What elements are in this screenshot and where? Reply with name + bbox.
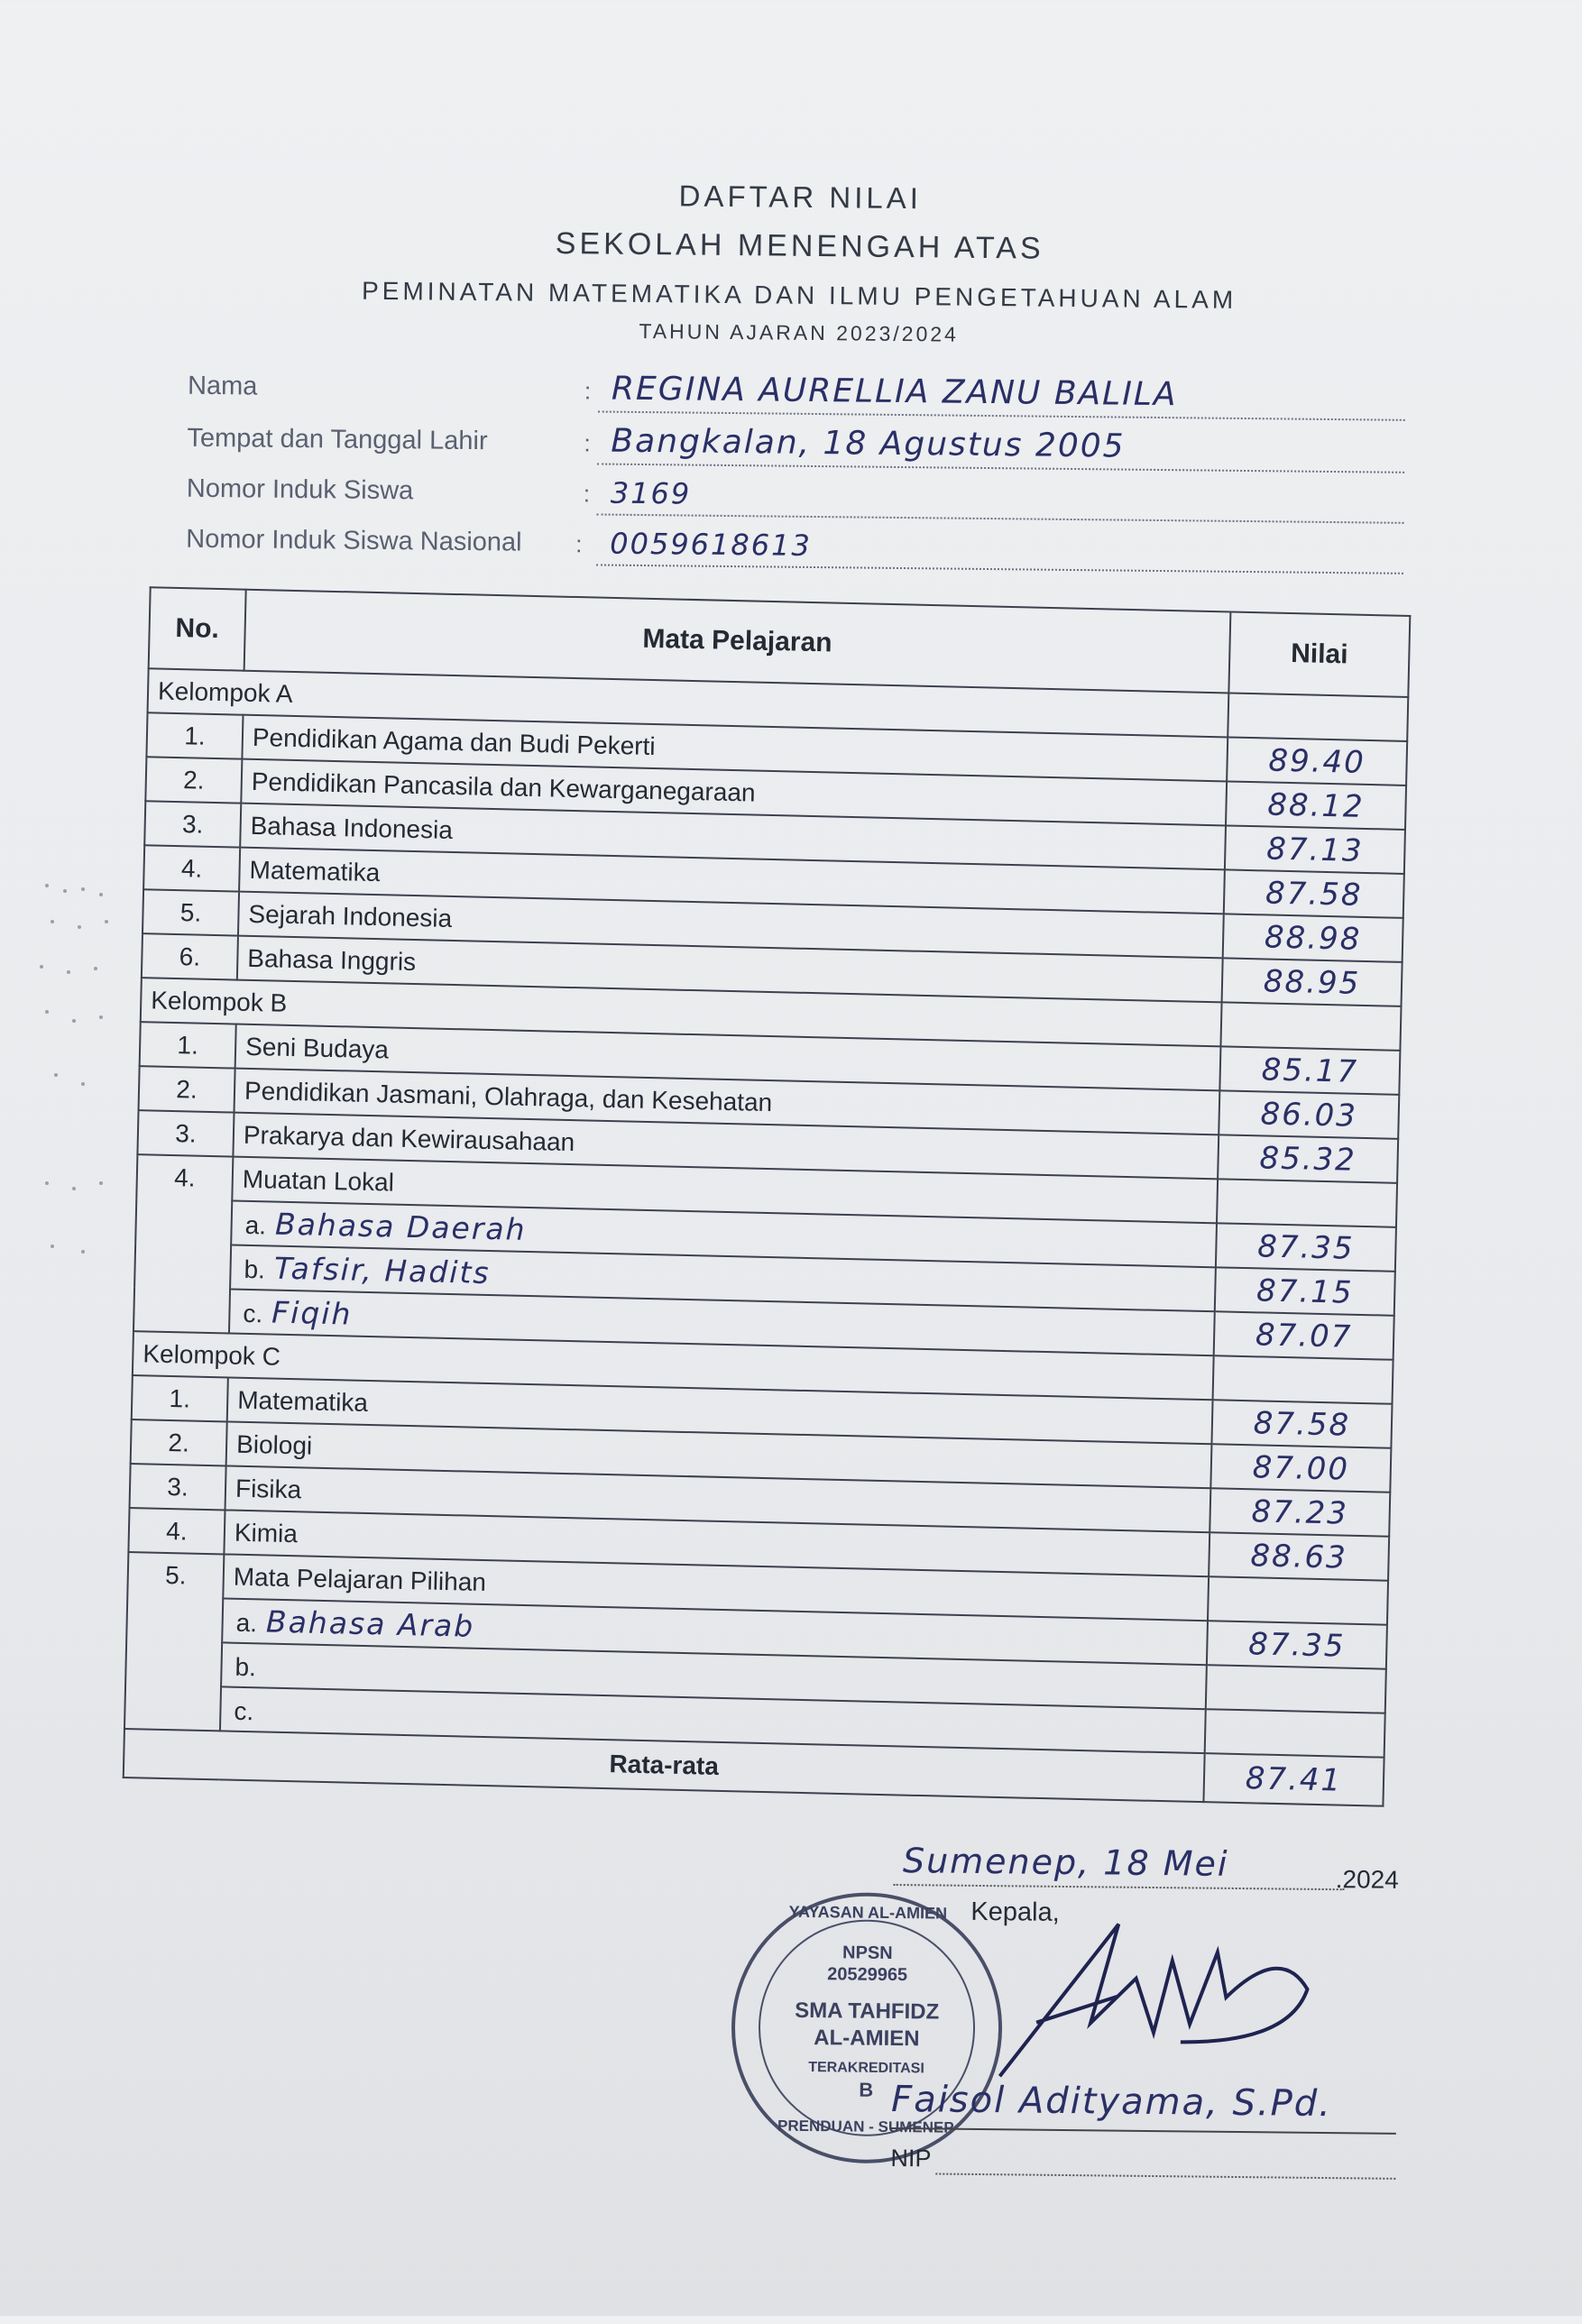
sub-letter: c. bbox=[234, 1696, 254, 1726]
student-birth: Bangkalan, 18 Agustus 2005 bbox=[611, 422, 1126, 465]
sub-subject-name: Bahasa Daerah bbox=[274, 1206, 527, 1247]
sub-letter: a. bbox=[244, 1210, 267, 1240]
row-no: 3. bbox=[130, 1464, 226, 1510]
row-no: 4. bbox=[133, 1154, 233, 1333]
stamp-accreditation: TERAKREDITASI bbox=[808, 2060, 924, 2077]
col-header-grade: Nilai bbox=[1228, 611, 1410, 696]
col-header-subject: Mata Pelajaran bbox=[244, 590, 1231, 694]
head-name-line bbox=[891, 2075, 1397, 2135]
nip-label: NIP bbox=[890, 2144, 932, 2172]
academic-year: TAHUN AJARAN 2023/2024 bbox=[639, 318, 960, 346]
sub-subject-name bbox=[262, 1692, 263, 1727]
subject-name: Muatan Lokal bbox=[232, 1157, 1218, 1224]
subject-name: Bahasa Inggris bbox=[237, 936, 1223, 1003]
row-no: 1. bbox=[146, 712, 243, 758]
birth-label: Tempat dan Tanggal Lahir bbox=[187, 423, 488, 456]
subject-name: Matematika bbox=[227, 1377, 1213, 1444]
grade-table bbox=[123, 586, 1412, 1806]
col-header-no: No. bbox=[149, 587, 246, 670]
grade-value: 87.58 bbox=[1253, 1404, 1351, 1444]
head-nip-line bbox=[890, 2138, 1395, 2183]
grade-value: 88.95 bbox=[1263, 962, 1361, 1002]
subject-name: Pendidikan Agama dan Budi Pekerti bbox=[242, 715, 1228, 782]
student-nis: 3169 bbox=[610, 475, 692, 511]
stamp-arc-bottom: PRENDUAN - SUMENEP bbox=[777, 2117, 954, 2136]
sub-letter: b. bbox=[244, 1254, 266, 1284]
subject-name: Sejarah Indonesia bbox=[238, 892, 1224, 959]
subject-name: Pendidikan Jasmani, Olahraga, dan Kesehatan bbox=[235, 1069, 1220, 1135]
head-name: Faisol Adityama, S.Pd. bbox=[890, 2078, 1333, 2126]
sub-subject-name bbox=[265, 1649, 266, 1684]
nisn-field: Nomor Induk Siswa Nasional : 0059618613 bbox=[186, 517, 1403, 574]
group-label: Kelompok A bbox=[148, 668, 1229, 737]
sub-subject-name: Fiqih bbox=[271, 1294, 353, 1332]
place-date-text: Sumenep, 18 Mei bbox=[902, 1841, 1229, 1884]
stamp-school-line2: AL-AMIEN bbox=[814, 2025, 920, 2052]
sub-letter: a. bbox=[235, 1608, 258, 1638]
average-label: Rata-rata bbox=[124, 1729, 1205, 1802]
row-no: 4. bbox=[128, 1508, 225, 1554]
subject-name: Biologi bbox=[226, 1421, 1212, 1488]
grade-value: 87.07 bbox=[1255, 1316, 1353, 1355]
subject-name: Bahasa Indonesia bbox=[240, 804, 1226, 870]
subject-name: Matematika bbox=[239, 848, 1225, 914]
subject-name: Prakarya dan Kewirausahaan bbox=[233, 1113, 1219, 1180]
row-no: 5. bbox=[143, 889, 239, 935]
row-no: 1. bbox=[140, 1022, 236, 1068]
sub-subject-name: Bahasa Arab bbox=[265, 1603, 475, 1644]
student-name: REGINA AURELLIA ZANU BALILA bbox=[611, 370, 1178, 414]
average-value: 87.41 bbox=[1245, 1760, 1343, 1799]
punch-holes bbox=[27, 884, 117, 1281]
row-no: 2. bbox=[145, 757, 242, 803]
row-no: 2. bbox=[139, 1066, 235, 1112]
signatory-title: Kepala, bbox=[970, 1897, 1060, 1927]
subject-name: Mata Pelajaran Pilihan bbox=[223, 1554, 1209, 1621]
stamp-arc-top: YAYASAN AL-AMIEN bbox=[788, 1902, 948, 1923]
row-no: 1. bbox=[132, 1375, 228, 1421]
document-title: DAFTAR NILAI bbox=[678, 179, 923, 216]
grade-value: 87.58 bbox=[1265, 874, 1363, 914]
name-label: Nama bbox=[187, 371, 258, 401]
grade-value: 88.12 bbox=[1266, 785, 1366, 825]
stamp-grade: B bbox=[859, 2078, 874, 2101]
stamp-npsn: 20529965 bbox=[827, 1964, 908, 1986]
nisn-label: Nomor Induk Siswa Nasional bbox=[186, 524, 522, 557]
nis-field: Nomor Induk Siswa : 3169 bbox=[187, 466, 1404, 524]
grade-value: 87.15 bbox=[1255, 1272, 1354, 1311]
student-nisn: 0059618613 bbox=[610, 526, 813, 563]
sub-subject-name: Tafsir, Hadits bbox=[273, 1250, 492, 1291]
grade-value: 87.35 bbox=[1256, 1227, 1356, 1267]
row-no: 3. bbox=[144, 801, 241, 847]
row-no: 3. bbox=[137, 1110, 234, 1156]
grade-value: 88.98 bbox=[1264, 918, 1362, 958]
row-no: 2. bbox=[131, 1419, 227, 1465]
group-label: Kelompok B bbox=[141, 978, 1222, 1046]
grade-value: 87.13 bbox=[1265, 830, 1365, 869]
school-level: SEKOLAH MENENGAH ATAS bbox=[555, 225, 1044, 266]
grade-value: 85.32 bbox=[1259, 1139, 1357, 1179]
subject-name: Pendidikan Pancasila dan Kewarganegaraan bbox=[241, 759, 1227, 826]
grade-value: 87.23 bbox=[1251, 1493, 1349, 1532]
stamp-school-line1: SMA TAHFIDZ bbox=[795, 1998, 940, 2025]
nis-label: Nomor Induk Siswa bbox=[186, 473, 414, 506]
subject-name: Fisika bbox=[225, 1465, 1211, 1532]
grade-value: 88.63 bbox=[1250, 1537, 1348, 1576]
program-name: PEMINATAN MATEMATIKA DAN ILMU PENGETAHUAN ALAM bbox=[361, 276, 1237, 314]
row-no: 4. bbox=[143, 845, 240, 891]
grade-value: 89.40 bbox=[1268, 741, 1366, 781]
signature-year: .2024 bbox=[1335, 1865, 1399, 1894]
group-label: Kelompok C bbox=[133, 1331, 1214, 1400]
name-field: Nama : REGINA AURELLIA ZANU BALILA bbox=[188, 363, 1405, 421]
subject-name: Kimia bbox=[224, 1510, 1209, 1576]
subject-name: Seni Budaya bbox=[235, 1024, 1221, 1091]
grade-value: 87.00 bbox=[1252, 1448, 1350, 1488]
grade-value: 87.35 bbox=[1247, 1625, 1347, 1665]
row-no: 5. bbox=[124, 1552, 224, 1731]
grade-value: 86.03 bbox=[1260, 1095, 1358, 1134]
stamp-npsn-label: NPSN bbox=[842, 1943, 893, 1963]
sub-letter: b. bbox=[235, 1652, 257, 1682]
sub-letter: c. bbox=[243, 1299, 263, 1328]
birth-field: Tempat dan Tanggal Lahir : Bangkalan, 18 Agustus 2005 bbox=[187, 416, 1404, 473]
grade-value: 85.17 bbox=[1261, 1051, 1359, 1090]
row-no: 6. bbox=[142, 933, 238, 979]
